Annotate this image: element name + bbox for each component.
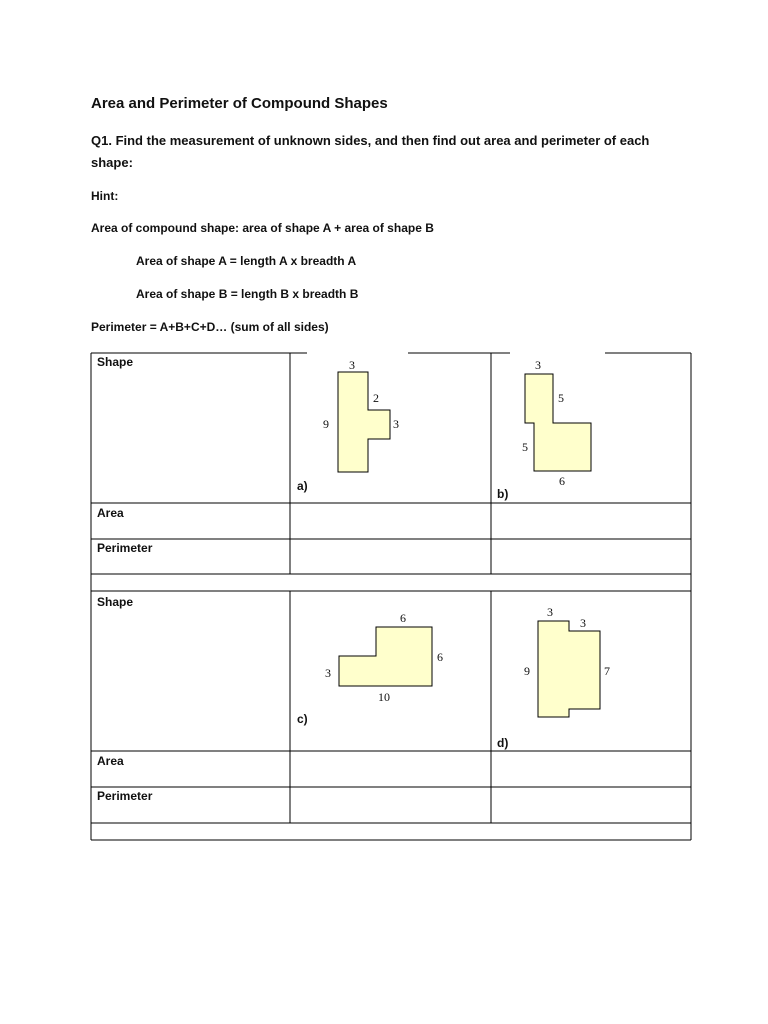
shape-b-outline (525, 374, 591, 471)
shape-d-dim-top: 3 (547, 605, 553, 619)
shape-b-dim-right: 5 (558, 391, 564, 405)
shape-d-outline (538, 621, 600, 717)
shape-a-outline (338, 372, 390, 472)
shape-d (497, 605, 610, 750)
hint-area-compound: Area of compound shape: area of shape A + area of shape B (91, 221, 434, 235)
shape-b-dim-left: 5 (522, 440, 528, 454)
question-text-line1: Q1. Find the measurement of unknown sides, and then find out area and perimeter of each (91, 133, 650, 148)
shape-c-dim-bottom: 10 (378, 690, 390, 704)
row-label-perimeter: Perimeter (97, 541, 153, 555)
row-label-area: Area (97, 754, 124, 768)
shape-b-dim-bottom: 6 (559, 474, 565, 488)
shape-d-dim-left: 9 (524, 664, 530, 678)
shape-a-dim-left: 9 (323, 417, 329, 431)
shape-c-dim-right: 6 (437, 650, 443, 664)
shape-b (497, 358, 591, 501)
hint-perimeter: Perimeter = A+B+C+D… (sum of all sides) (91, 320, 329, 334)
shape-d-label: d) (497, 736, 509, 750)
row-label-perimeter: Perimeter (97, 789, 153, 803)
shape-b-dim-top: 3 (535, 358, 541, 372)
shape-d-dim-step: 3 (580, 616, 586, 630)
table-upper (91, 353, 691, 574)
shape-b-label: b) (497, 487, 509, 501)
shape-a-dim-step: 2 (373, 391, 379, 405)
row-label-shape: Shape (97, 355, 134, 369)
shape-c (297, 611, 443, 726)
hint-area-shape-b: Area of shape B = length B x breadth B (136, 287, 359, 301)
question-text-line2: shape: (91, 155, 133, 170)
shape-a-label: a) (297, 479, 308, 493)
page-title: Area and Perimeter of Compound Shapes (91, 95, 388, 112)
shape-c-label: c) (297, 712, 308, 726)
row-label-shape: Shape (97, 595, 134, 609)
row-label-area: Area (97, 506, 124, 520)
shape-c-outline (339, 627, 432, 686)
shape-d-dim-right: 7 (604, 664, 610, 678)
shape-c-dim-left: 3 (325, 666, 331, 680)
hint-area-shape-a: Area of shape A = length A x breadth A (136, 254, 357, 268)
hint-label: Hint: (91, 189, 119, 203)
shape-a-dim-right: 3 (393, 417, 399, 431)
shape-a (297, 358, 399, 493)
shape-a-dim-top: 3 (349, 358, 355, 372)
shape-c-dim-top: 6 (400, 611, 406, 625)
table-spacer-row (91, 574, 691, 591)
